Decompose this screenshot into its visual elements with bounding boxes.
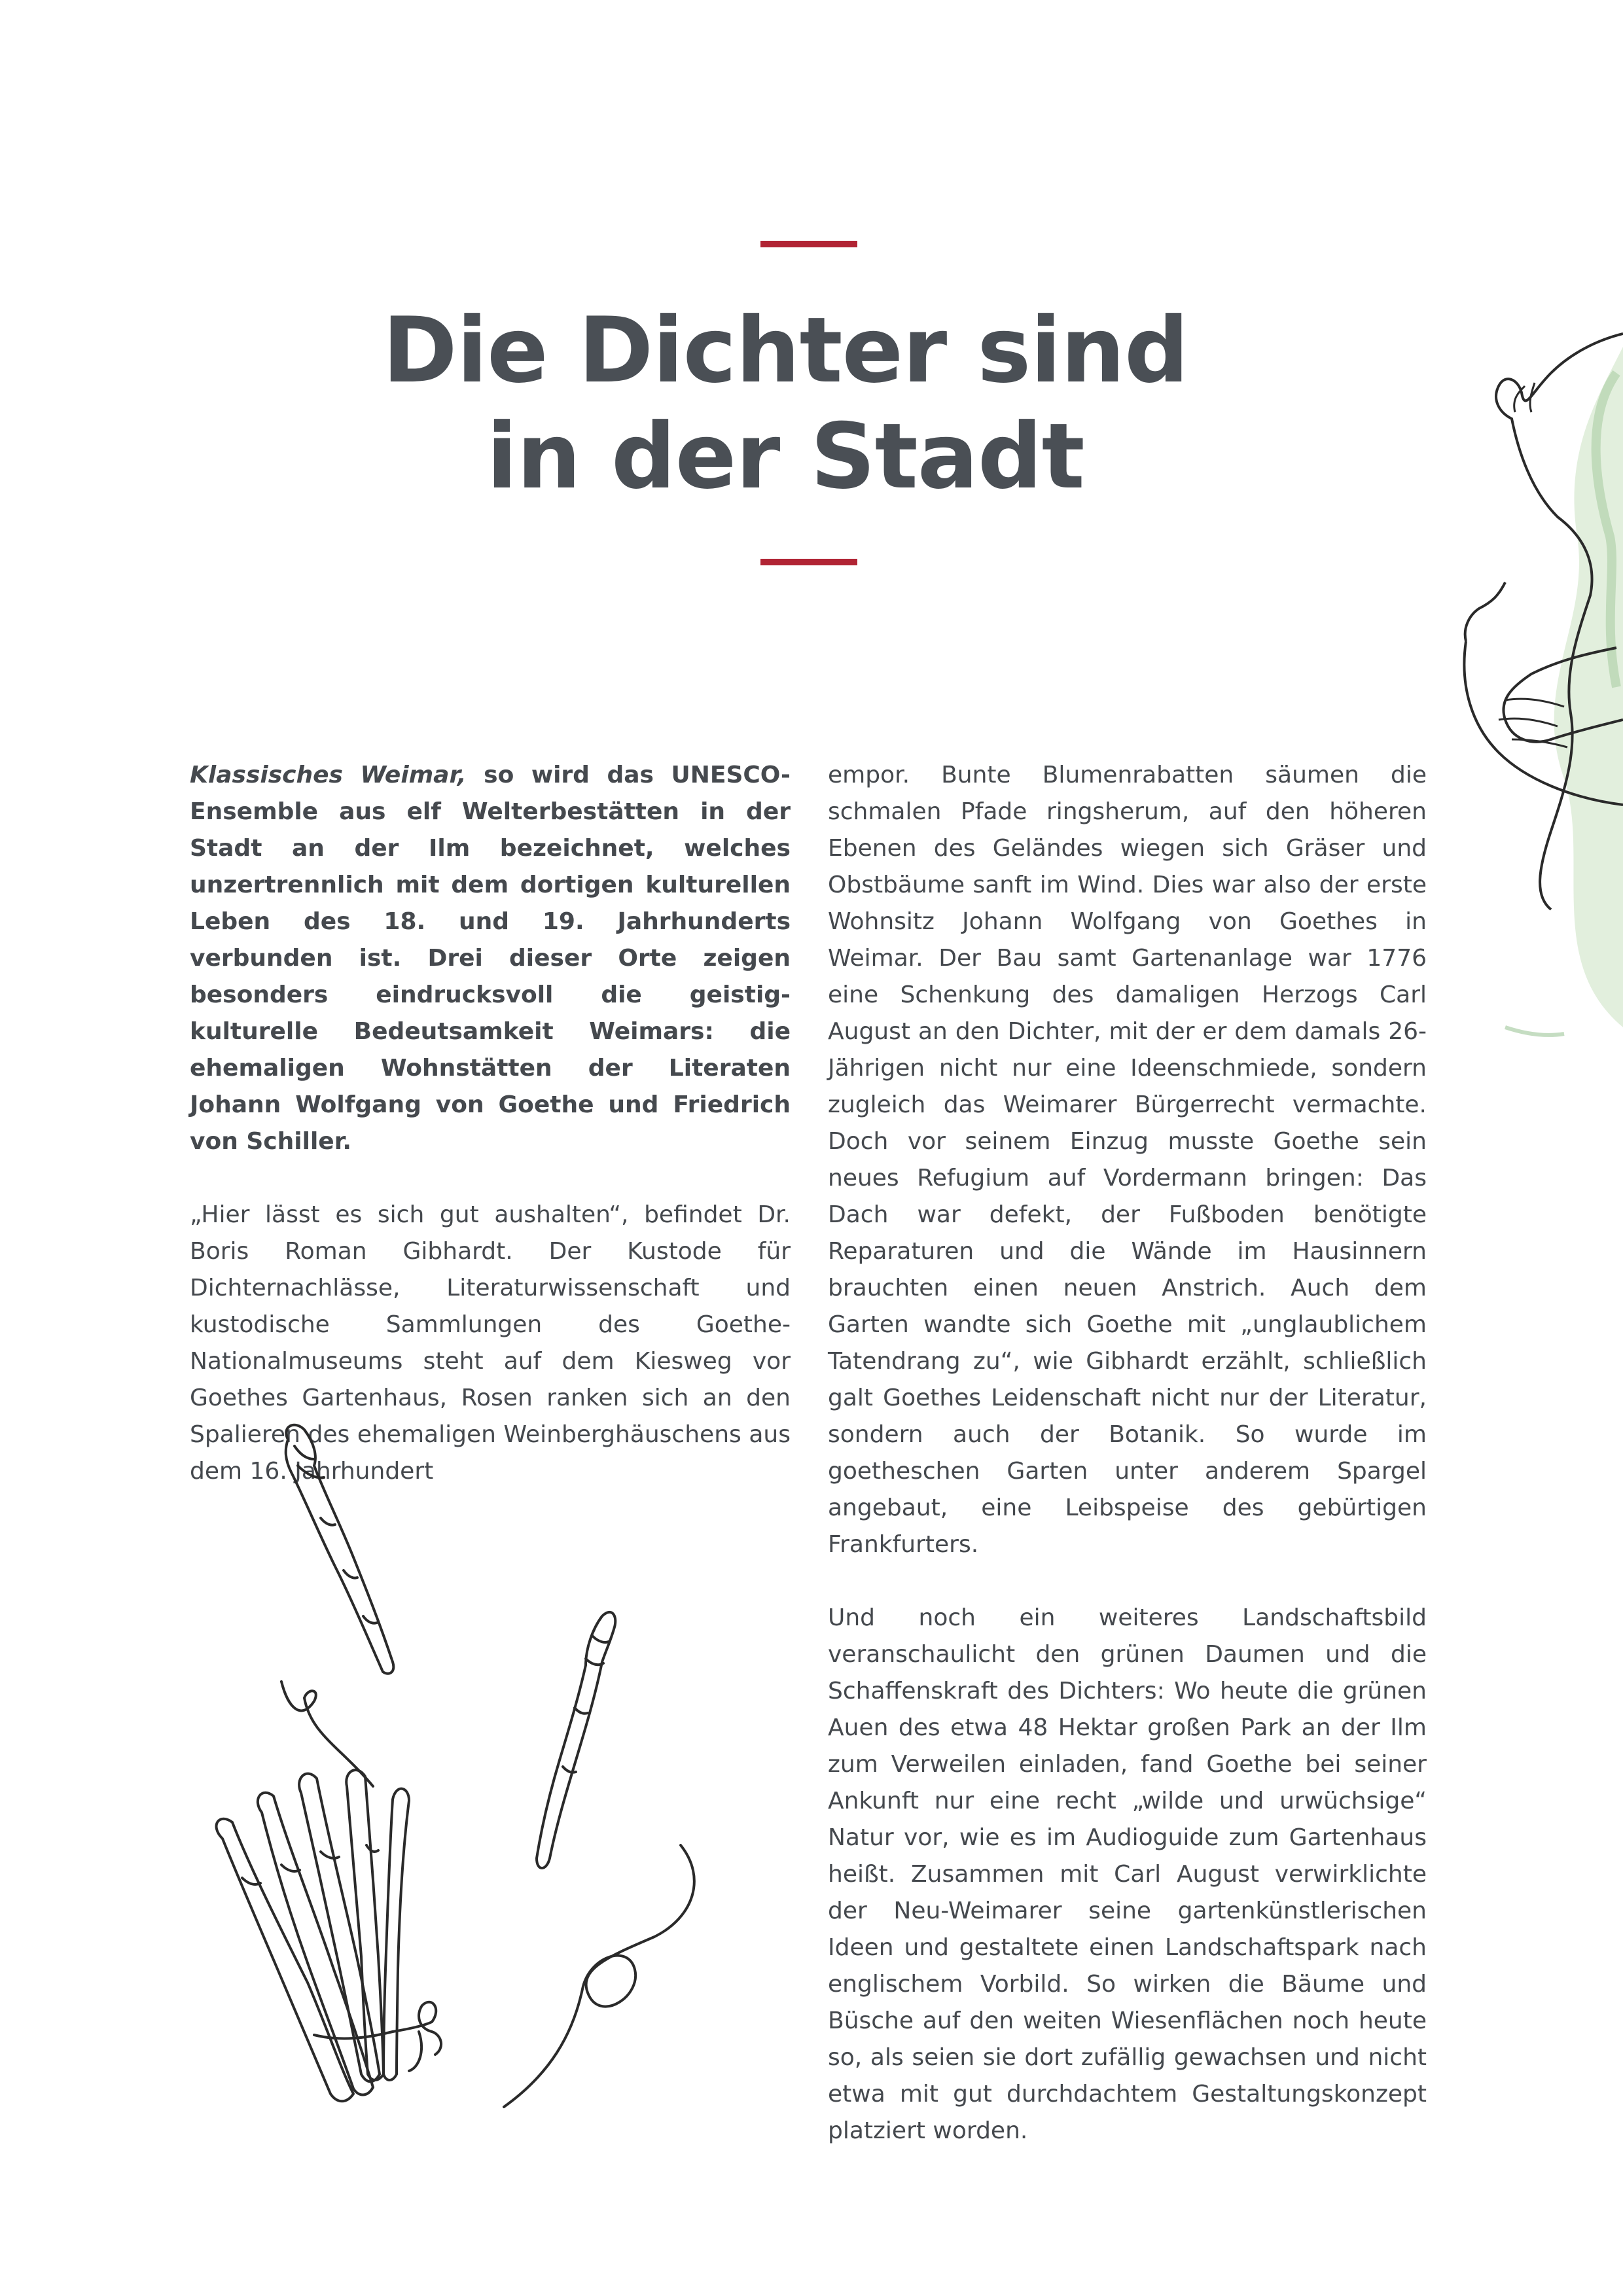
asparagus-bundle (217, 1770, 442, 2101)
portrait-line-drawing (1400, 321, 1623, 1106)
string-curl-2 (504, 1845, 694, 2107)
title-rule-top (760, 241, 857, 247)
body-paragraph-1: „Hier lässt es sich gut aushalten“, befindet Dr. Boris Roman Gibhardt. Der Kustode für Dichternachlässe, Literaturwissenschaft und kustodische Sammlungen des Goethe-Nationalmuseums steht auf dem Kiesweg vor Goethes Gartenhaus, Rosen ranken sich an den Spalieren des ehemaligen Weinberghäuschens aus dem 16. Jahrhundert (190, 1201, 791, 1485)
asparagus-spear-2 (537, 1612, 615, 1868)
lead-paragraph (190, 757, 791, 1160)
text-column-right (828, 757, 1427, 2149)
title-rule-bottom (760, 559, 857, 565)
body-paragraph-2: empor. Bunte Blumenrabatten säumen die schmalen Pfade ringsherum, auf den höheren Ebenen des Geländes wiegen sich Gräser und Obstbäume sanft im Wind. Dies war also der erste Wohnsitz Johann Wolfgang von Goethes in Weimar. Der Bau samt Gartenanlage war 1776 eine Schenkung des damaligen Herzogs Carl August an den Dichter, mit der er dem damals 26-Jährigen nicht nur eine Ideenschmiede, sondern zugleich das Weimarer Bürgerrecht vermachte. Doch vor seinem Einzug musste Goethe sein neues Refugium auf Vordermann bringen: Das Dach war defekt, der Fußboden benötigte Reparaturen und die Wände im Hausinnern brauchten einen neuen Anstrich. Auch dem Garten wandte sich Goethe mit „unglaublichem Tatendrang zu“, wie Gibhardt erzählt, schließlich galt Goethes Leidenschaft nicht nur der Literatur, sondern auch der Botanik. So wurde im goetheschen Garten unter anderem Spargel angebaut, eine Leibspeise des gebürtigen Frankfurters. (828, 762, 1427, 1558)
text-column-left (190, 757, 791, 1490)
title-line-1: Die Dichter sind (382, 298, 1188, 403)
asparagus-illustration (183, 1420, 720, 2192)
asparagus-spear-1 (286, 1425, 394, 1674)
page-title (0, 298, 1571, 510)
title-line-2: in der Stadt (486, 404, 1084, 509)
lead-emphasis: Klassisches Weimar, (190, 762, 467, 788)
body-paragraph-3: Und noch ein weiteres Landschaftsbild veranschaulicht den grünen Daumen und die Schaffenskraft des Dichters: Wo heute die grünen Auen des etwa 48 Hektar großen Park an der Ilm zum Verweilen einladen, fand Goethe bei seiner Ankunft nur eine recht „wilde und urwüchsige“ Natur vor, wie es im Audioguide zum Gartenhaus heißt. Zusammen mit Carl August verwirklichte der Neu-Weimarer seine gartenkünstlerischen Ideen und gestaltete einen Landschaftspark nach englischem Vorbild. So wirken die Bäume und Büsche auf den weiten Wiesenflächen noch heute so, als seien sie dort zufällig gewachsen und nicht etwa mit gut durchdachtem Gestaltungskonzept platziert worden. (828, 1604, 1427, 2144)
lead-text: so wird das UNESCO-Ensemble aus elf Welterbestätten in der Stadt an der Ilm bezeichnet, welches unzertrennlich mit dem dortigen kulturellen Leben des 18. und 19. Jahrhunderts verbunden ist. Drei dieser Orte zeigen besonders eindrucksvoll die geistig-kulturelle Bedeutsamkeit Weimars: die ehemaligen Wohnstätten der Literaten Johann Wolfgang von Goethe und Friedrich von Schiller. (190, 762, 791, 1155)
